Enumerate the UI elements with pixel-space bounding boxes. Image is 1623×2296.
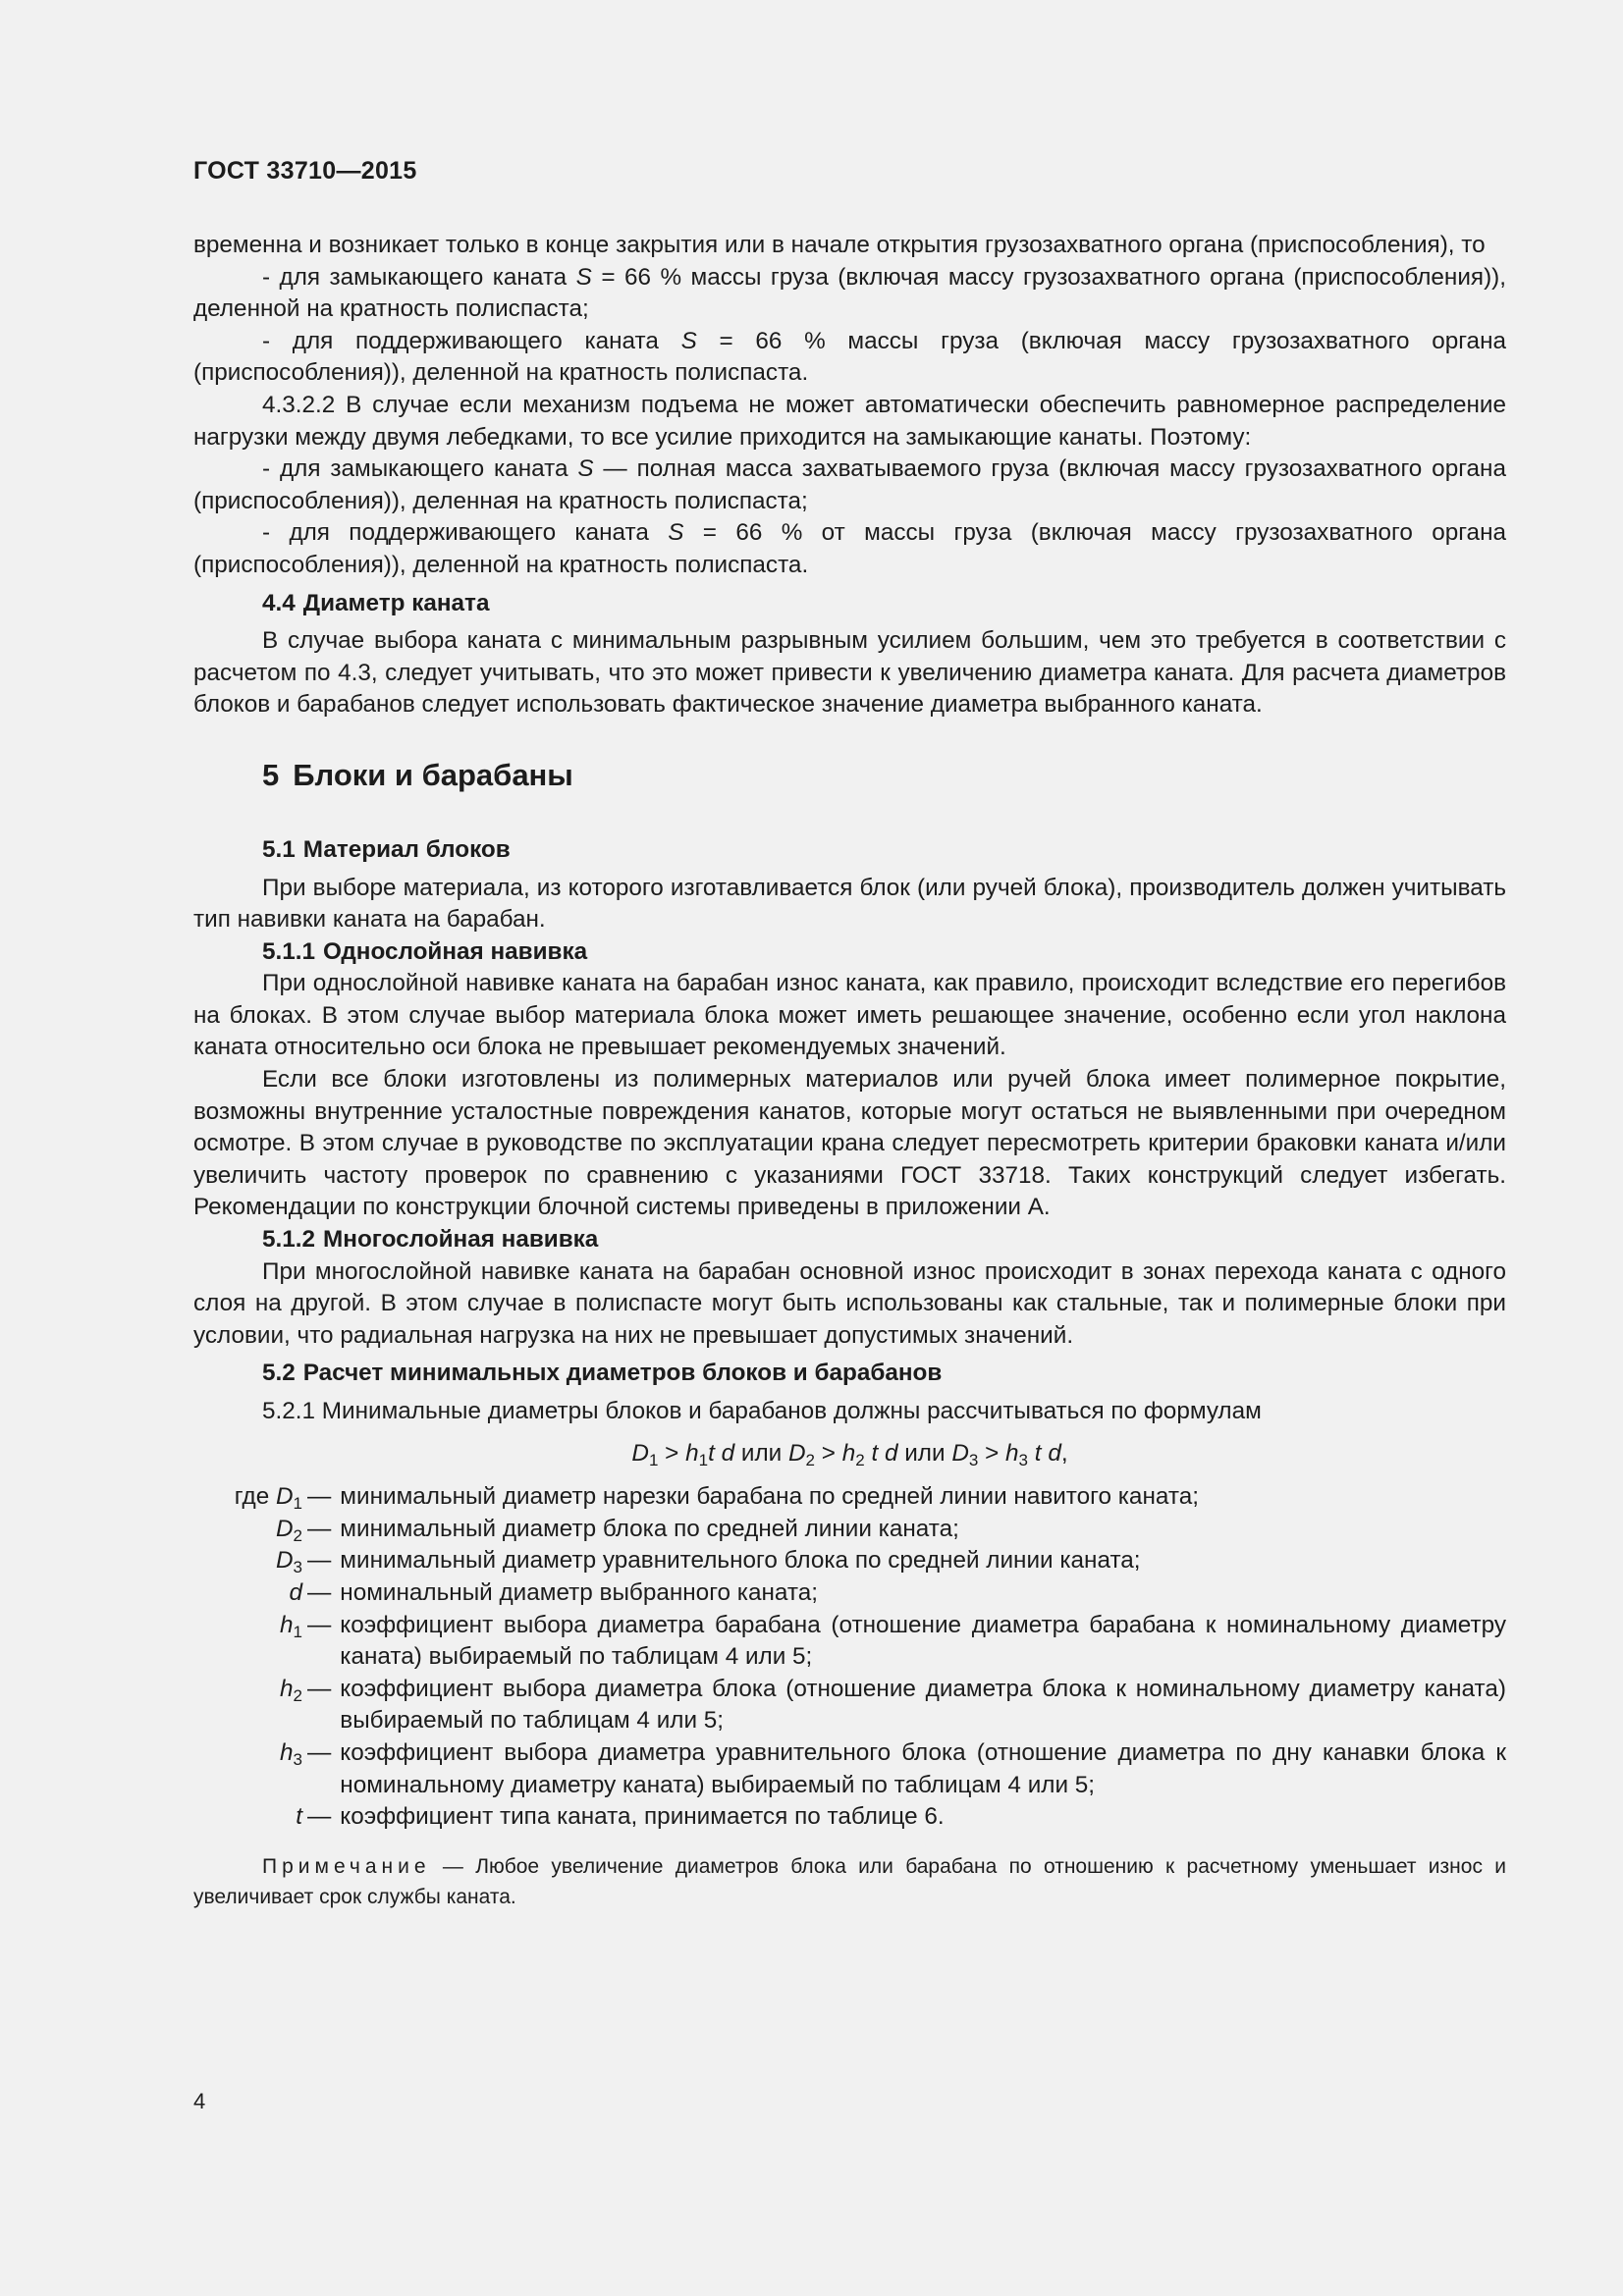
section-heading: 5.2 Расчет минимальных диаметров блоков и барабанов [262, 1360, 943, 1387]
paragraph: В случае выбора каната с минимальным разрывным усилием большим, чем это требуется в соответствии с расчетом по 4.3, следует учитывать, что это может привести к увеличению диаметра каната. Для расчета диаметров блоков и барабанов следует использовать фактическое значение диаметра выбранного каната. [193, 627, 1506, 719]
paragraph: При многослойной навивке каната на барабан основной износ происходит в зонах перехода каната с одного слоя на другой. В этом случае в полиспасте могут быть использованы как стальные, так и полимерные блоки при условии, что радиальная нагрузка на них не превышает допустимых значений. [193, 1257, 1506, 1349]
paragraph: При однослойной навивке каната на барабан износ каната, как правило, происходит вследствие его перегибов на блоках. В этом случае выбор материала блока может иметь решающее значение, особенно если угол наклона каната относительно оси блока не превышает рекомендуемых значений. [193, 970, 1506, 1061]
definition-item: t — коэффициент типа каната, принимается по таблице 6. [296, 1803, 945, 1831]
paragraph: Если все блоки изготовлены из полимерных материалов или ручей блока имеет полимерное покрытие, возможны внутренние усталостные повреждения канатов, которые могут остаться не выявленными при очередном осмотре. В этом случае в руководстве по эксплуатации крана следует пересмотреть критерии браковки каната и/или увеличить частоту проверок по сравнению с указаниями ГОСТ 33718. Таких конструкций следует избегать. Рекомендации по конструкции блочной системы приведены в приложении А. [193, 1066, 1506, 1221]
definition-item: $h_3$ — коэффициент выбора диаметра уравнительного блока (отношение диаметра по дну канавки блока к номинальному диаметру каната) выбираемый по таблицам 4 или 5; [280, 1738, 1506, 1798]
section-heading: 4.4 Диаметр каната [262, 589, 490, 616]
document-header: ГОСТ 33710—2015 [193, 157, 417, 185]
chapter-heading: 5 Блоки и барабаны [262, 757, 573, 792]
paragraph: При выборе материала, из которого изготавливается блок (или ручей блока), производитель должен учитывать тип навивки каната на барабан. [193, 874, 1506, 934]
formula: $D_1 > h_1t$ d или $D_2 > h_2$ t d или $D_3 > h_3$ t d, [631, 1439, 1068, 1469]
definition-item: $D_2$ — минимальный диаметр блока по средней линии каната; [275, 1515, 959, 1545]
definition-list [193, 1481, 1506, 1834]
definition-item: $h_2$ — коэффициент выбора диаметра блока (отношение диаметра блока к номинальному диаметру каната) выбираемый по таблицам 4 или 5; [280, 1675, 1506, 1735]
subsection-heading: 5.1.2 Многослойная навивка [262, 1226, 599, 1254]
page-number: 4 [193, 2089, 206, 2113]
paragraph: 4.3.2.2 В случае если механизм подъема не может автоматически обеспечить равномерное распределение нагрузки между двумя лебедками, то все усилие приходится на замыкающие канаты. Поэтому: [193, 391, 1506, 451]
definition-item: $D_3$ — минимальный диаметр уравнительного блока по средней линии каната; [275, 1547, 1141, 1577]
paragraph: 5.2.1 Минимальные диаметры блоков и барабанов должны рассчитываться по формулам [262, 1398, 1262, 1424]
document-page [193, 157, 1506, 1912]
paragraph: - для поддерживающего каната S = 66 % от массы груза (включая массу грузозахватного органа (приспособления)), деленной на кратность полиспаста. [193, 519, 1506, 578]
paragraph: - для поддерживающего каната S = 66 % массы груза (включая массу грузозахватного органа (приспособления)), деленной на кратность полиспаста. [193, 327, 1506, 387]
paragraph: - для замыкающего каната S — полная масса захватываемого груза (включая массу грузозахватного органа (приспособления)), деленная на кратность полиспаста; [193, 455, 1506, 514]
paragraph: - для замыкающего каната S = 66 % массы груза (включая массу грузозахватного органа (приспособления)), деленной на кратность полиспаста; [193, 263, 1507, 323]
section-heading: 5.1 Материал блоков [262, 835, 511, 863]
subsection-heading: 5.1.1 Однослойная навивка [262, 937, 588, 965]
definition-item: где $D_1$ — минимальный диаметр нарезки барабана по средней линии навитого каната; [234, 1483, 1199, 1514]
paragraph: временна и возникает только в конце закрытия или в начале открытия грузозахватного органа (приспособления), то [193, 232, 1486, 258]
note: Примечание — Любое увеличение диаметров блока или барабана по отношению к расчетному уменьшает износ и увеличивает срок службы каната. [193, 1854, 1506, 1908]
definition-item: d — номинальный диаметр выбранного каната; [289, 1578, 818, 1606]
definition-item: $h_1$ — коэффициент выбора диаметра барабана (отношение диаметра барабана к номинальному диаметру каната) выбираемый по таблицам 4 или 5; [280, 1611, 1506, 1671]
